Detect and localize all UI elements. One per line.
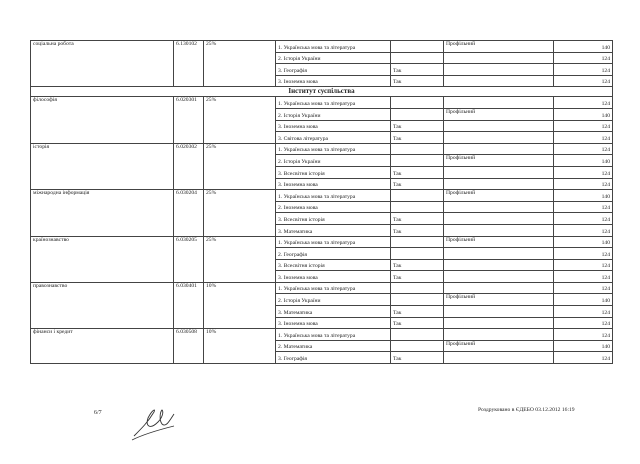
min-score: 124 [554, 317, 613, 329]
min-score: 124 [554, 213, 613, 225]
subject-level [444, 64, 554, 76]
optional-flag: Так [391, 317, 444, 329]
subject-level: Профільний [444, 236, 554, 248]
subject-level: Профільний [444, 108, 554, 120]
min-score: 124 [554, 224, 613, 236]
optional-flag: Так [391, 224, 444, 236]
quota-percent: 25% [204, 41, 276, 87]
optional-flag: Так [391, 64, 444, 76]
optional-flag [391, 190, 444, 202]
min-score: 124 [554, 201, 613, 213]
optional-flag [391, 108, 444, 120]
min-score: 140 [554, 41, 613, 53]
subject-level [444, 317, 554, 329]
specialty-code: 6.030204 [174, 190, 204, 236]
specialty-name: історія [31, 143, 174, 189]
signature [128, 400, 178, 442]
optional-flag: Так [391, 178, 444, 190]
subject-name: 1. Українська мова та література [276, 97, 391, 109]
specialty-name: країнознавство [31, 236, 174, 282]
subject-level [444, 329, 554, 341]
subject-name: 3. Всесвітня історія [276, 259, 391, 271]
optional-flag [391, 97, 444, 109]
min-score: 124 [554, 166, 613, 178]
subject-name: 3. Географія [276, 352, 391, 364]
subject-level [444, 97, 554, 109]
subject-name: 3. Іноземна мова [276, 120, 391, 132]
specialty-code: 6.030508 [174, 329, 204, 364]
table-row [31, 282, 613, 294]
min-score: 124 [554, 143, 613, 155]
quota-percent: 25% [204, 190, 276, 236]
table-row [31, 329, 613, 341]
optional-flag: Так [391, 259, 444, 271]
optional-flag [391, 155, 444, 167]
subject-level: Профільний [444, 294, 554, 306]
optional-flag: Так [391, 132, 444, 144]
subject-level [444, 352, 554, 364]
subject-name: 3. Географія [276, 64, 391, 76]
optional-flag: Так [391, 75, 444, 87]
optional-flag [391, 294, 444, 306]
table-row [31, 143, 613, 155]
subject-level [444, 282, 554, 294]
specialty-name: міжнародна інформація [31, 190, 174, 236]
section-header: Інститут суспільства [31, 87, 613, 97]
subject-name: 2. Математика [276, 340, 391, 352]
table-row [31, 190, 613, 202]
min-score: 124 [554, 259, 613, 271]
quota-percent: 10% [204, 282, 276, 328]
subject-name: 3. Математика [276, 306, 391, 318]
subject-name: 1. Українська мова та література [276, 41, 391, 53]
specialty-code: 6.130102 [174, 41, 204, 87]
subject-name: 1. Українська мова та література [276, 190, 391, 202]
min-score: 124 [554, 64, 613, 76]
specialty-code: 6.020302 [174, 143, 204, 189]
subject-level [444, 166, 554, 178]
min-score: 124 [554, 248, 613, 260]
subject-name: 1. Українська мова та література [276, 282, 391, 294]
optional-flag [391, 340, 444, 352]
optional-flag: Так [391, 166, 444, 178]
subject-name: 1. Українська мова та література [276, 143, 391, 155]
optional-flag [391, 236, 444, 248]
subject-name: 3. Іноземна мова [276, 178, 391, 190]
subject-level [444, 132, 554, 144]
subject-name: 2. Історія України [276, 52, 391, 64]
subject-name: 2. Історія України [276, 155, 391, 167]
subject-name: 3. Іноземна мова [276, 75, 391, 87]
subject-level [444, 224, 554, 236]
subject-name: 2. Географія [276, 248, 391, 260]
subject-level [444, 120, 554, 132]
min-score: 124 [554, 352, 613, 364]
subject-level [444, 178, 554, 190]
optional-flag [391, 282, 444, 294]
admission-subjects-table [30, 40, 613, 364]
min-score: 140 [554, 190, 613, 202]
min-score: 124 [554, 271, 613, 283]
subject-level [444, 201, 554, 213]
min-score: 140 [554, 155, 613, 167]
subject-level [444, 248, 554, 260]
subject-level [444, 306, 554, 318]
subject-name: 1. Українська мова та література [276, 329, 391, 341]
subject-level [444, 213, 554, 225]
specialty-code: 6.020301 [174, 97, 204, 143]
optional-flag: Так [391, 352, 444, 364]
subject-level: Профільний [444, 340, 554, 352]
min-score: 140 [554, 236, 613, 248]
print-note: Роздруковано в ЄДЕБО 03.12.2012 16:19 [478, 407, 575, 413]
specialty-name: фінанси і кредит [31, 329, 174, 364]
subject-name: 3. Всесвітня історія [276, 213, 391, 225]
optional-flag: Так [391, 306, 444, 318]
subject-name: 2. Історія України [276, 294, 391, 306]
subject-level [444, 52, 554, 64]
optional-flag [391, 248, 444, 260]
subject-name: 3. Математика [276, 224, 391, 236]
specialty-name: правознавство [31, 282, 174, 328]
table-row [31, 236, 613, 248]
specialty-name: соціальна робота [31, 41, 174, 87]
subject-name: 3. Світова література [276, 132, 391, 144]
subject-name: 3. Іноземна мова [276, 317, 391, 329]
subject-name: 1. Українська мова та література [276, 236, 391, 248]
subject-name: 3. Всесвітня історія [276, 166, 391, 178]
min-score: 124 [554, 132, 613, 144]
optional-flag: Так [391, 120, 444, 132]
optional-flag [391, 41, 444, 53]
quota-percent: 25% [204, 143, 276, 189]
optional-flag [391, 143, 444, 155]
min-score: 124 [554, 329, 613, 341]
optional-flag [391, 52, 444, 64]
min-score: 124 [554, 120, 613, 132]
page-number: 6/7 [94, 410, 102, 416]
subject-level [444, 259, 554, 271]
subject-level: Профільний [444, 190, 554, 202]
optional-flag [391, 201, 444, 213]
min-score: 124 [554, 178, 613, 190]
min-score: 124 [554, 282, 613, 294]
min-score: 124 [554, 75, 613, 87]
specialty-code: 6.030205 [174, 236, 204, 282]
optional-flag: Так [391, 213, 444, 225]
subject-name: 3. Іноземна мова [276, 271, 391, 283]
admission-table-sheet [30, 40, 612, 364]
min-score: 124 [554, 52, 613, 64]
min-score: 124 [554, 306, 613, 318]
min-score: 140 [554, 340, 613, 352]
subject-name: 2. Іноземна мова [276, 201, 391, 213]
optional-flag: Так [391, 271, 444, 283]
quota-percent: 25% [204, 236, 276, 282]
specialty-code: 6.030401 [174, 282, 204, 328]
subject-name: 2. Історія України [276, 108, 391, 120]
quota-percent: 25% [204, 97, 276, 143]
min-score: 140 [554, 294, 613, 306]
table-row [31, 97, 613, 109]
subject-level [444, 143, 554, 155]
specialty-name: філософія [31, 97, 174, 143]
min-score: 124 [554, 97, 613, 109]
subject-level [444, 271, 554, 283]
table-row [31, 41, 613, 53]
section-header-row [31, 87, 613, 97]
optional-flag [391, 329, 444, 341]
subject-level: Профільний [444, 41, 554, 53]
quota-percent: 10% [204, 329, 276, 364]
subject-level: Профільний [444, 155, 554, 167]
subject-level [444, 75, 554, 87]
min-score: 140 [554, 108, 613, 120]
